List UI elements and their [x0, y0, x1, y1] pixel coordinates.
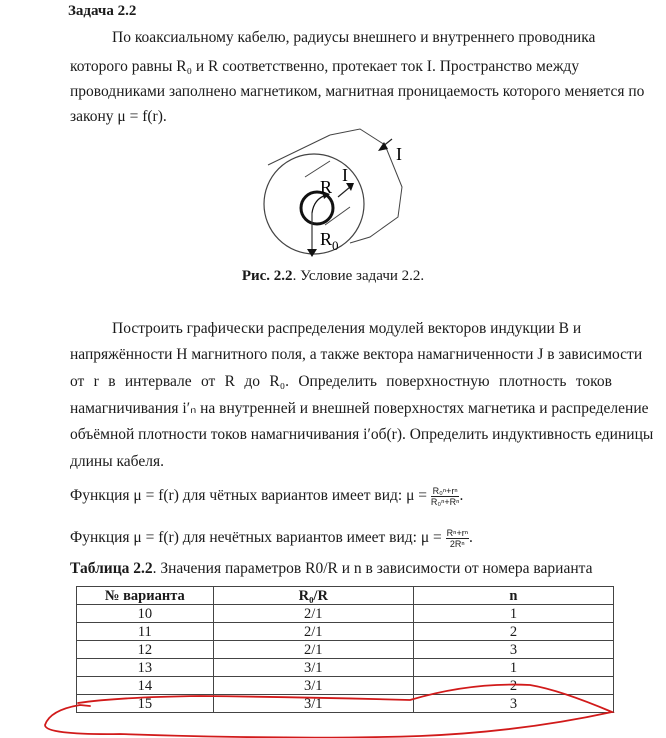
task-title: Задача 2.2	[68, 3, 137, 19]
table-header-row	[77, 587, 614, 605]
table-row: 11 2/1 2	[77, 623, 614, 641]
paragraph2-line1: Построить графически распределения модулей векторов индукции B и	[112, 320, 582, 337]
outer-conductor-circle	[264, 154, 364, 254]
table-caption: Таблица 2.2. Значения параметров R0/R и n в зависимости от номера варианта	[70, 560, 593, 577]
variants-table	[76, 586, 614, 713]
paragraph2-line2: напряжённости H магнитного поля, а также вектора намагниченности J в зависимости	[70, 346, 643, 363]
paragraph1-line3: проводниками заполнено магнетиком, магнитная проницаемость которого меняется по	[70, 83, 645, 100]
paragraph2-line5: объёмной плотности токов намагничивания i′об(r). Определить индуктивность единицы	[70, 426, 654, 443]
paragraph2-line6: длины кабеля.	[70, 453, 164, 470]
odd-function-line: Функция μ = f(r) для нечётных вариантов имеет вид: μ = $\frac{\text{Rⁿ+rⁿ}}{\text{2Rⁿ}}$ .	[70, 528, 473, 549]
coaxial-cable-figure	[250, 125, 430, 265]
paragraph1-line2: которого равны R₀ и R соответственно, протекает ток I. Пространство между	[70, 58, 580, 75]
even-function-fraction: $\frac{\text{R₀ⁿ+rⁿ}}{\text{R₀ⁿ+Rⁿ}}$	[430, 486, 460, 507]
paragraph1-line1: По коаксиальному кабелю, радиусы внешнего и внутреннего проводника	[112, 29, 596, 46]
outer-radius-label: $R_0$	[320, 229, 339, 253]
paragraph2-line4: намагничивания i′ₙ на внутренней и внешней поверхностях магнетика и распределение	[70, 400, 649, 417]
paragraph1-line4: закону μ = f(r).	[70, 108, 167, 125]
table-row-highlighted: 15 3/1 3	[77, 695, 614, 713]
paragraph2-line3: от r в интервале от R до R₀. Определить поверхностную плотность токов	[70, 373, 612, 390]
even-function-line: Функция μ = f(r) для чётных вариантов имеет вид: μ = $\frac{\text{R₀ⁿ+rⁿ}}{\text{R₀ⁿ+Rⁿ}}$ .	[70, 486, 464, 507]
table-row: 12 2/1 3	[77, 641, 614, 659]
table-row: 10 2/1 1	[77, 605, 614, 623]
table-row: 14 3/1 2	[77, 677, 614, 695]
header-n: n	[413, 587, 613, 605]
table-row: 13 3/1 1	[77, 659, 614, 677]
cable-outline	[330, 129, 402, 243]
inner-current-label: I	[342, 165, 348, 185]
figure-caption: Рис. 2.2. Условие задачи 2.2.	[241, 268, 425, 284]
odd-function-fraction: $\frac{\text{Rⁿ+rⁿ}}{\text{2Rⁿ}}$	[446, 528, 468, 549]
header-variant: № варианта	[77, 587, 214, 605]
figure-caption-bold: Рис. 2.2	[241, 268, 293, 284]
header-ratio: R₀/R	[213, 587, 413, 605]
inner-radius-label: R	[320, 177, 333, 197]
outer-current-label: I	[396, 144, 402, 164]
